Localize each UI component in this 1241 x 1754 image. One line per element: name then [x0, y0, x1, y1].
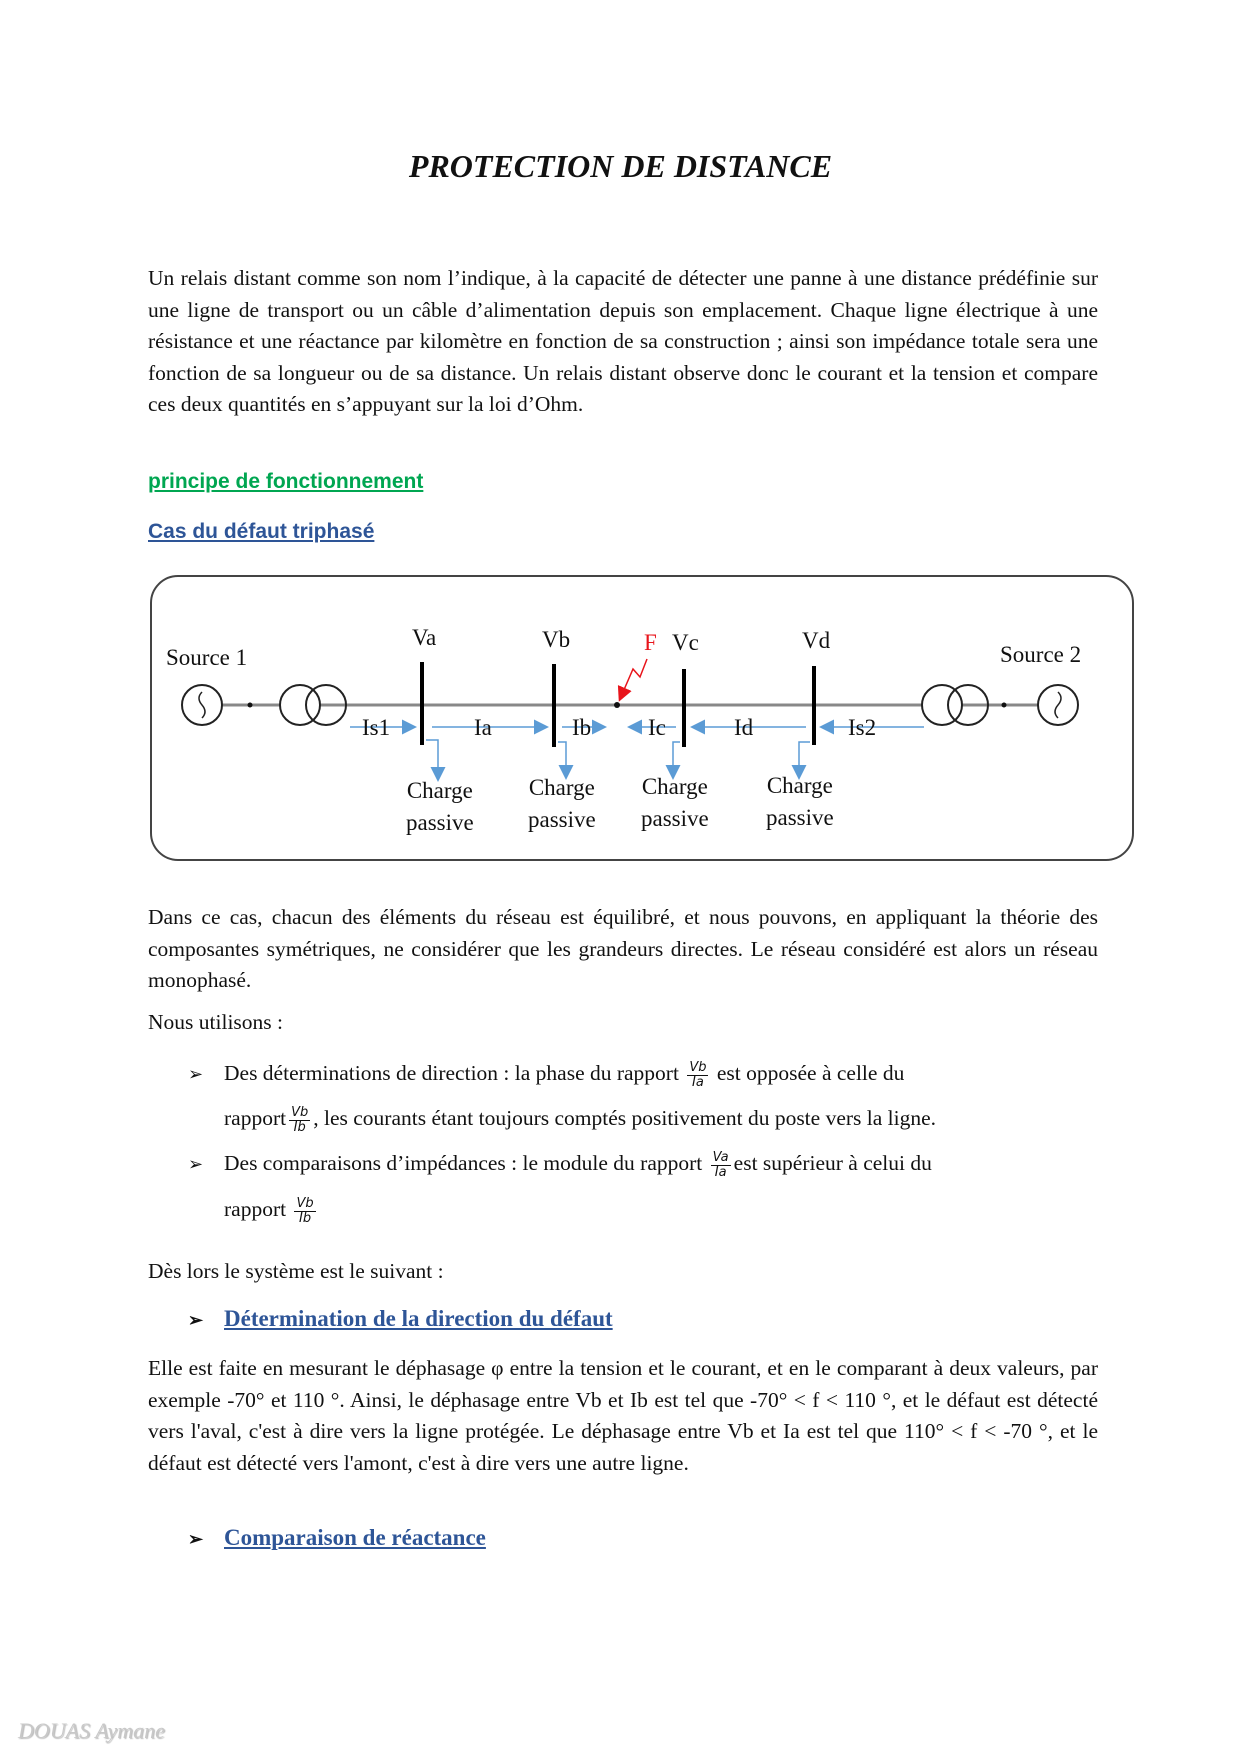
- current-ia-label: Ia: [474, 715, 492, 740]
- bus-vb-label: Vb: [542, 627, 571, 652]
- current-id-label: Id: [734, 715, 754, 740]
- bullet-text: est opposée à celle du: [716, 1061, 905, 1085]
- load-c-label: [641, 771, 709, 835]
- bullet-text: rapport: [224, 1106, 287, 1130]
- bullet-text: Des déterminations de direction : la phase du rapport: [224, 1061, 679, 1085]
- load-b-line2: passive: [528, 807, 596, 832]
- load-b-line1: Charge: [528, 775, 595, 800]
- paragraph-system: Dès lors le système est le suivant :: [148, 1259, 444, 1283]
- paragraph-phase-shift: Elle est faite en mesurant le déphasage φ entre la tension et le courant, et en le comparant à deux valeurs, par exemple -70° et 110 °. Ainsi, le déphasage entre Vb et Ib est tel que -70° < f < 110 °, et le défaut est détecté vers l'aval, c'est à dire vers la ligne protégée. Le déphasage entre Vb et Ia est tel que 110° < f < -70 °, et le défaut est détecté vers l'amont, c'est à dire vers une autre ligne.: [148, 1356, 1098, 1475]
- page-title: PROTECTION DE DISTANCE: [408, 148, 833, 184]
- fraction-va-ia: $\frac{Va}{Ia}$: [712, 1149, 729, 1180]
- current-is2-label: Is2: [848, 715, 877, 740]
- source2-label: Source 2: [1000, 642, 1082, 667]
- load-a-line2: passive: [406, 810, 474, 835]
- paragraph-we-use: Nous utilisons :: [148, 1010, 283, 1034]
- current-ic-label: Ic: [648, 715, 666, 740]
- current-is1-label: Is1: [362, 715, 391, 740]
- load-d-line2: passive: [766, 805, 834, 830]
- current-ib-label: Ib: [572, 715, 592, 740]
- paragraph-balanced: Dans ce cas, chacun des éléments du réseau est équilibré, et nous pouvons, en appliquant la théorie des composantes symétriques, ne considérer que les grandeurs directes. Le réseau considéré est alors un réseau monophasé.: [148, 905, 1098, 992]
- load-c-line1: Charge: [641, 774, 708, 799]
- bullet-impedance: [188, 1148, 932, 1180]
- subheading-reactance: [188, 1525, 486, 1551]
- bullet-text: , les courants étant toujours comptés positivement du poste vers la ligne.: [313, 1106, 937, 1130]
- bullet-arrow-icon: ➢: [188, 1529, 204, 1549]
- bus-va-label: Va: [412, 625, 437, 650]
- load-a-label: [406, 775, 474, 839]
- load-a-line1: Charge: [406, 778, 473, 803]
- subheading-label: Détermination de la direction du défaut: [224, 1306, 613, 1331]
- bus-vd-label: Vd: [802, 628, 831, 653]
- fraction-vb-ib: $\frac{Vb}{Ib}$: [291, 1104, 309, 1135]
- author-footer: DOUAS Aymane: [18, 1718, 165, 1743]
- intro-paragraph: Un relais distant comme son nom l’indique, à la capacité de détecter une panne à une distance prédéfinie sur une ligne de transport ou un câble d’alimentation depuis son emplacement. Chaque ligne électrique à une résistance et une réactance par kilomètre en fonction de sa construction ; ainsi son impédance totale sera une fonction de sa longueur ou de sa distance. Un relais distant observe donc le courant et la tension et compare ces deux quantités en s’appuyant sur la loi d’Ohm.: [148, 266, 1098, 416]
- heading-three-phase-fault: Cas du défaut triphasé: [148, 520, 375, 543]
- bullet-direction-cont: [224, 1103, 936, 1135]
- fraction-vb-ib-2: $\frac{Vb}{Ib}$: [296, 1195, 314, 1226]
- fault-label: F: [644, 630, 657, 655]
- subheading-fault-direction: [188, 1306, 613, 1332]
- fraction-vb-ia: $\frac{Vb}{Ia}$: [689, 1059, 707, 1090]
- bullet-impedance-cont: [224, 1194, 319, 1226]
- network-diagram: [150, 575, 1134, 861]
- heading-principle: principe de fonctionnement: [148, 470, 424, 493]
- source1-label: Source 1: [166, 645, 248, 670]
- bullet-arrow-icon: ➢: [188, 1310, 204, 1330]
- load-d-label: [766, 770, 834, 834]
- load-c-line2: passive: [641, 806, 709, 831]
- bullet-text: rapport: [224, 1197, 287, 1221]
- load-b-label: [528, 772, 596, 836]
- load-d-line1: Charge: [766, 773, 833, 798]
- bullet-arrow-icon: ➢: [188, 1064, 204, 1084]
- bullet-direction: [188, 1058, 904, 1090]
- bullet-text: est supérieur à celui du: [733, 1151, 932, 1175]
- bullet-arrow-icon: ➢: [188, 1154, 204, 1174]
- bus-vc-label: Vc: [672, 630, 699, 655]
- subheading-label: Comparaison de réactance: [224, 1525, 486, 1550]
- bullet-text: Des comparaisons d’impédances : le module du rapport: [224, 1151, 703, 1175]
